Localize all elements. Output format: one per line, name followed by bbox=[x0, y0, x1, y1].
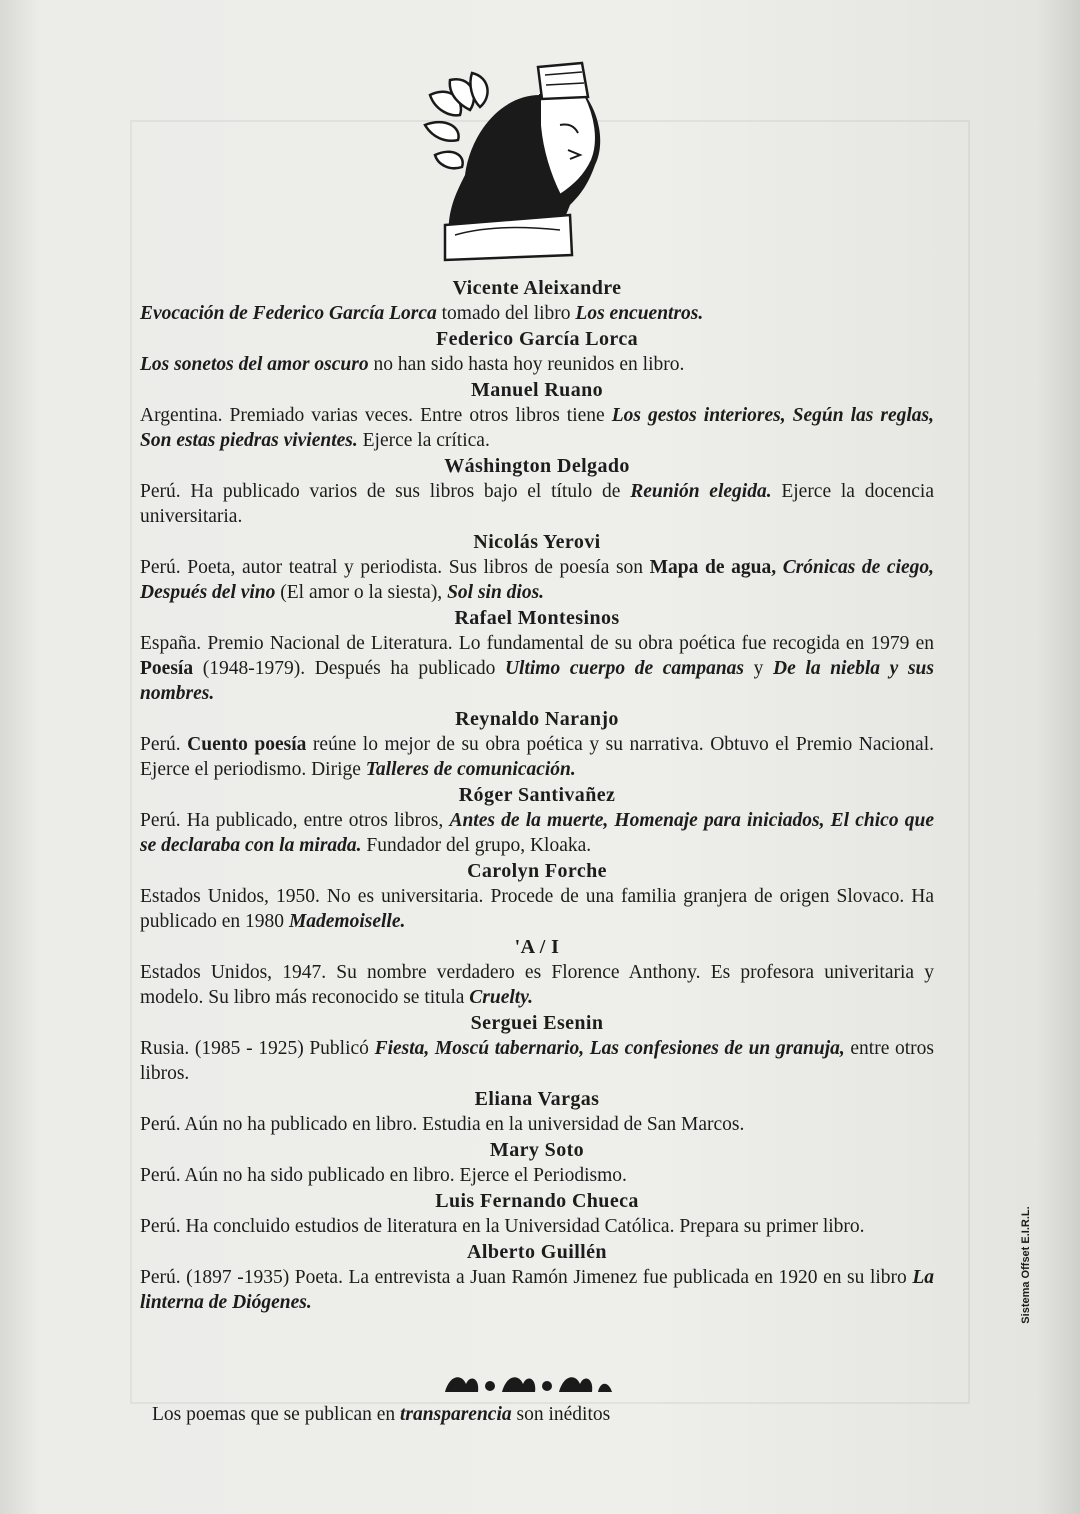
contributor-bio bbox=[140, 301, 934, 326]
bio-text: (1948-1979). Después ha publicado bbox=[193, 658, 505, 679]
bio-text: y bbox=[744, 658, 774, 679]
book-title: Antes de la muerte, Homenaje para iniciados, El chico que se declaraba con la mirada. bbox=[140, 810, 935, 856]
contributor-entry bbox=[140, 783, 934, 858]
contributor-entry bbox=[140, 530, 934, 605]
contributor-bio bbox=[140, 352, 934, 377]
book-title: La linterna de Diógenes. bbox=[140, 1267, 934, 1313]
contributor-bio bbox=[140, 479, 934, 529]
bio-text: Rusia. (1985 - 1925) Publicó bbox=[140, 1038, 375, 1059]
book-title: Cuento poesía bbox=[187, 734, 307, 755]
contributor-bio bbox=[140, 1163, 934, 1188]
contributor-name: Róger Santivañez bbox=[458, 784, 616, 806]
decorative-divider-icon bbox=[440, 1370, 615, 1396]
contributor-entry bbox=[140, 276, 934, 326]
bio-text: Perú. Aún no ha publicado en libro. Estudia en la universidad de San Marcos. bbox=[140, 1114, 745, 1135]
laurel-bust-emblem-icon bbox=[410, 55, 620, 265]
contributor-entry bbox=[140, 1189, 934, 1239]
contributor-entry bbox=[140, 1011, 934, 1086]
contributor-name: Luis Fernando Chueca bbox=[435, 1190, 639, 1212]
book-title: Cruelty. bbox=[469, 987, 534, 1008]
contributor-bio bbox=[140, 403, 934, 453]
contributor-entry bbox=[140, 378, 934, 453]
contributors-list bbox=[140, 275, 934, 1315]
bio-text: reúne lo mejor de su obra poética y su narrativa. Obtuvo el Premio Nacional. Ejerce el periodismo. Dirige bbox=[140, 734, 934, 780]
bio-text: Ejerce la crítica. bbox=[357, 430, 490, 451]
footer-text: Los poemas que se publican en bbox=[152, 1404, 401, 1425]
bio-text: Perú. Ha publicado, entre otros libros, bbox=[140, 810, 450, 831]
side-imprint bbox=[1012, 1190, 1040, 1340]
printer-credit: Sistema Offset E.I.R.L. bbox=[1020, 1206, 1032, 1324]
bio-text: Perú. Poeta, autor teatral y periodista. Sus libros de poesía son bbox=[140, 557, 650, 578]
contributor-bio bbox=[140, 808, 934, 858]
book-title: Sol sin dios. bbox=[447, 582, 545, 603]
bio-text: España. Premio Nacional de Literatura. Lo fundamental de su obra poética fue recogida en 1979 en bbox=[140, 633, 934, 654]
contributor-name: Vicente Aleixandre bbox=[452, 277, 622, 299]
contributor-name: 'A / I bbox=[514, 936, 560, 958]
book-title: Reunión elegida. bbox=[630, 481, 772, 502]
contributor-name: Alberto Guillén bbox=[467, 1241, 607, 1263]
bio-text: Estados Unidos, 1947. Su nombre verdadero es Florence Anthony. Es profesora univeritaria y modelo. Su libro más reconocido se titula bbox=[140, 962, 934, 1008]
bio-text: Perú. bbox=[140, 734, 188, 755]
contributor-entry bbox=[140, 454, 934, 529]
book-title: Ultimo cuerpo de campanas bbox=[504, 658, 745, 679]
contributor-name: Federico García Lorca bbox=[435, 328, 639, 350]
contributor-bio bbox=[140, 1036, 934, 1086]
bio-text: Estados Unidos, 1950. No es universitaria. Procede de una familia granjera de origen Slovaco. Ha publicado en 1980 bbox=[140, 886, 934, 932]
contributor-name: Manuel Ruano bbox=[470, 379, 604, 401]
contributor-entry bbox=[140, 1087, 934, 1137]
bio-text: entre otros libros. bbox=[140, 1038, 934, 1084]
contributor-entry bbox=[140, 935, 934, 1010]
contributor-entry bbox=[140, 859, 934, 934]
book-title: Poesía bbox=[140, 658, 194, 679]
bio-text: Argentina. Premiado varias veces. Entre otros libros tiene bbox=[140, 405, 612, 426]
book-title: Mapa de agua, bbox=[649, 557, 777, 578]
contributor-name: Wáshington Delgado bbox=[444, 455, 630, 477]
contributor-name: Mary Soto bbox=[489, 1139, 585, 1161]
book-title: Fiesta, Moscú tabernario, Las confesiones de un granuja, bbox=[374, 1038, 845, 1059]
bio-text: no han sido hasta hoy reunidos en libro. bbox=[368, 354, 685, 375]
contributor-bio bbox=[140, 1265, 934, 1315]
contributor-bio bbox=[140, 960, 934, 1010]
bio-text: Perú. Ha concluido estudios de literatura en la Universidad Católica. Prepara su primer libro. bbox=[140, 1216, 865, 1237]
book-title: Crónicas de ciego, Después del vino bbox=[140, 557, 935, 603]
book-title: Los sonetos del amor oscuro bbox=[140, 354, 369, 375]
contributor-bio bbox=[140, 631, 934, 706]
contributor-bio bbox=[140, 1214, 934, 1239]
contributor-name: Serguei Esenin bbox=[470, 1012, 604, 1034]
bio-text: (El amor o la siesta), bbox=[275, 582, 448, 603]
bio-text: Ejerce la docencia universitaria. bbox=[140, 481, 934, 527]
contributor-entry bbox=[140, 327, 934, 377]
contributor-name: Nicolás Yerovi bbox=[473, 531, 601, 553]
book-title: Talleres de comunicación. bbox=[365, 759, 576, 780]
book-title: Evocación de Federico García Lorca bbox=[140, 303, 437, 324]
bio-text: Perú. (1897 -1935) Poeta. La entrevista a Juan Ramón Jimenez fue publicada en 1920 en su libro bbox=[140, 1267, 913, 1288]
footer-note bbox=[152, 1404, 610, 1426]
book-title: Mademoiselle. bbox=[288, 911, 406, 932]
contributor-bio bbox=[140, 1112, 934, 1137]
contributor-name: Rafael Montesinos bbox=[454, 607, 620, 629]
book-title: De la niebla y sus nombres. bbox=[140, 658, 934, 704]
bio-text: tomado del libro bbox=[436, 303, 576, 324]
bio-text: Perú. Aún no ha sido publicado en libro. Ejerce el Periodismo. bbox=[140, 1165, 627, 1186]
footer-text-end: son inéditos bbox=[511, 1404, 611, 1425]
contributor-bio bbox=[140, 884, 934, 934]
bio-text: Perú. Ha publicado varios de sus libros bajo el título de bbox=[140, 481, 631, 502]
book-title: Los gestos interiores, Según las reglas, Son estas piedras vivientes. bbox=[140, 405, 934, 451]
contributor-entry bbox=[140, 606, 934, 706]
contributor-bio bbox=[140, 555, 934, 605]
contributor-bio bbox=[140, 732, 934, 782]
contributor-name: Eliana Vargas bbox=[474, 1088, 600, 1110]
book-title: Los encuentros. bbox=[575, 303, 704, 324]
bio-text: Fundador del grupo, Kloaka. bbox=[361, 835, 592, 856]
footer-magazine-title: transparencia bbox=[400, 1404, 512, 1425]
contributor-entry bbox=[140, 1138, 934, 1188]
bio-text bbox=[776, 557, 783, 578]
contributor-name: Reynaldo Naranjo bbox=[455, 708, 619, 730]
contributor-name: Carolyn Forche bbox=[467, 860, 607, 882]
contributor-entry bbox=[140, 1240, 934, 1315]
contributor-entry bbox=[140, 707, 934, 782]
